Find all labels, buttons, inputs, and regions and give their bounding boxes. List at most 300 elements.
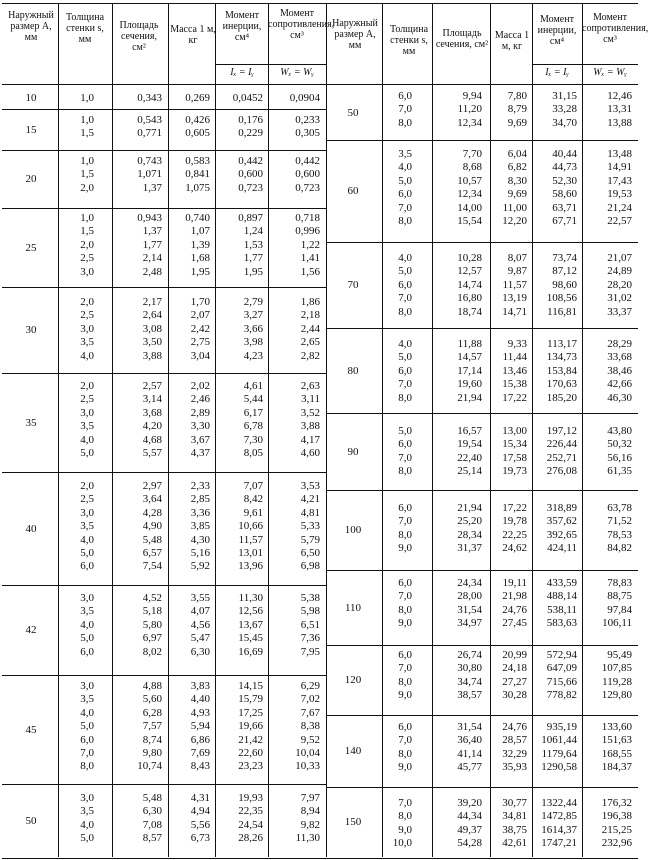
right-table-cell: 24,18 [502,662,527,675]
right-table-cell: 252,71 [546,451,577,464]
right-table-cell: 95,49 [607,649,632,661]
header-resistance-left: Момент сопротивления, см³ [268,8,335,41]
right-table-cell: 6,0 [398,502,412,514]
left-table-cell: 2,14 [142,252,162,265]
right-table-cell: 13,46 [502,364,527,377]
right-table-row [0,735,640,746]
right-table-cell: 31,02 [607,292,632,305]
left-table-cell: 1,07 [190,225,210,238]
left-table-cell: 3,0 [80,322,94,335]
left-table-cell: 5,38 [300,592,320,604]
left-group-label: 10 [25,91,37,104]
left-table-cell: 4,0 [80,818,94,831]
left-table-cell: 5,98 [300,605,320,618]
right-table-cell: 538,11 [547,603,577,616]
right-table-cell: 34,70 [552,116,577,129]
right-group-separator [326,140,638,141]
left-table-cell: 3,50 [142,336,162,349]
left-table-cell: 3,64 [142,493,162,506]
right-table-cell: 78,53 [607,528,632,541]
right-table-row [0,293,640,304]
right-table-cell: 9,94 [462,90,482,102]
right-group-label: 80 [347,364,359,377]
right-table-cell: 6,0 [398,90,412,102]
header-area-right: Площадь сечения, см² [435,28,489,50]
right-table-cell: 176,32 [601,797,632,809]
right-table-cell: 17,22 [502,502,527,514]
right-table-cell: 232,96 [601,837,632,850]
left-table-row [0,708,640,719]
right-table-cell: 7,0 [398,103,412,116]
right-table-cell: 9,33 [507,338,527,350]
left-table-cell: 3,0 [80,506,94,519]
left-group-label: 20 [25,173,37,185]
left-table-cell: 4,0 [80,433,94,446]
left-table-cell: 13,01 [238,547,263,559]
right-table-cell: 3,5 [398,148,412,160]
right-table-cell: 1614,37 [541,823,577,836]
right-table-cell: 15,34 [502,438,527,451]
right-table-row [0,216,640,227]
left-table-cell: 3,0 [80,792,94,804]
left-table-cell: 0,771 [137,127,162,140]
right-table-cell: 16,57 [457,425,482,437]
left-table-cell: 3,52 [300,406,320,419]
left-table-cell: 1,0 [80,212,94,224]
left-table-cell: 10,74 [137,760,162,773]
right-table-cell: 9,0 [398,617,412,630]
right-table-row [0,516,640,527]
right-table-cell: 9,0 [398,823,412,836]
left-table-cell: 8,38 [300,720,320,733]
left-table-cell: 1,37 [142,181,162,194]
right-table-cell: 8,07 [507,252,527,264]
header-mass-left: Масса 1 м, кг [170,24,216,46]
right-table-cell: 357,62 [546,515,577,528]
right-table-row [0,280,640,291]
left-group-label: 42 [25,624,37,636]
right-table-cell: 6,0 [398,721,412,733]
left-table-cell: 5,60 [142,693,162,706]
left-table-cell: 5,0 [80,720,94,733]
right-table-row [0,530,640,541]
right-table-cell: 19,78 [502,515,527,528]
right-table-cell: 7,0 [398,734,412,747]
right-table-cell: 32,29 [502,747,527,760]
left-table-cell: 2,0 [80,380,94,392]
right-table-cell: 58,60 [552,188,577,201]
right-group-label: 90 [347,445,359,458]
right-table-cell: 107,85 [601,662,632,675]
right-table-cell: 778,82 [546,689,577,702]
left-table-cell: 2,46 [190,393,210,406]
right-table-row [0,379,640,390]
right-table-cell: 215,25 [601,823,632,836]
right-table-cell: 45,77 [457,761,482,774]
right-table-cell: 4,0 [398,252,412,264]
left-table-cell: 6,57 [142,547,162,559]
left-table-cell: 4,93 [190,706,210,719]
left-table-cell: 0,0904 [289,92,320,104]
right-table-cell: 8,0 [398,116,412,129]
right-table-cell: 4,0 [398,338,412,350]
left-table-cell: 1,95 [190,265,210,278]
left-table-cell: 4,81 [300,506,320,519]
right-table-cell: 13,19 [502,292,527,305]
left-table-cell: 0,442 [295,155,320,167]
right-table-cell: 108,56 [546,292,577,305]
left-table-row [0,226,640,237]
left-table-cell: 0,723 [295,181,320,194]
left-table-cell: 1,39 [190,238,210,251]
right-table-cell: 10,28 [457,252,482,264]
right-table-cell: 9,0 [398,761,412,774]
left-table-cell: 3,14 [142,393,162,406]
right-table-cell: 25,20 [457,515,482,528]
left-table-cell: 1,77 [243,252,263,265]
right-table-row [0,453,640,464]
right-table-cell: 12,46 [607,90,632,102]
right-table-cell: 116,81 [547,305,577,318]
right-table-cell: 63,78 [607,502,632,514]
right-table-cell: 61,35 [607,465,632,478]
subheader-inertia-right: Iₓ = Iᵧ [545,67,569,78]
right-table-cell: 134,73 [546,351,577,364]
left-table-cell: 2,57 [142,380,162,392]
right-table-cell: 6,0 [398,278,412,291]
left-table-cell: 3,5 [80,520,94,533]
left-table-cell: 3,27 [243,309,263,322]
left-table-cell: 8,94 [300,805,320,818]
right-table-cell: 13,00 [502,425,527,437]
right-table-cell: 63,71 [552,201,577,214]
left-table-cell: 0,426 [185,114,210,126]
left-table-cell: 4,17 [300,433,320,446]
right-table-row [0,162,640,173]
left-table-cell: 13,96 [238,560,263,573]
right-table-cell: 19,60 [457,378,482,391]
left-table-cell: 5,16 [190,547,210,559]
left-table-cell: 6,51 [300,618,320,631]
left-table-cell: 5,0 [80,632,94,645]
right-table-row [0,253,640,264]
left-table-cell: 1,86 [300,296,320,308]
left-table-cell: 6,98 [300,560,320,573]
left-table-cell: 3,5 [80,420,94,433]
left-table-cell: 0,233 [295,114,320,126]
left-table-cell: 6,30 [142,805,162,818]
left-table-cell: 2,63 [300,380,320,392]
left-table-cell: 4,21 [300,493,320,506]
right-table-row [0,466,640,477]
right-table-cell: 27,27 [502,675,527,688]
right-table-cell: 17,22 [502,391,527,404]
right-table-cell: 78,83 [607,577,632,589]
left-table-cell: 3,85 [190,520,210,533]
right-table-cell: 40,44 [552,148,577,160]
left-table-cell: 4,94 [190,805,210,818]
left-table-cell: 5,56 [190,818,210,831]
left-group-label: 40 [25,522,37,535]
right-table-cell: 10,57 [457,174,482,187]
right-table-cell: 56,16 [607,451,632,464]
left-table-cell: 1,0 [80,155,94,167]
left-table-cell: 5,44 [243,393,263,406]
left-table-cell: 6,29 [300,680,320,692]
right-group-separator [326,328,638,329]
right-table-cell: 392,65 [546,528,577,541]
left-table-cell: 5,0 [80,832,94,845]
right-table-row [0,798,640,809]
left-table-cell: 28,26 [238,832,263,845]
right-table-cell: 26,74 [457,649,482,661]
right-table-cell: 38,57 [457,689,482,702]
left-table-cell: 4,0 [80,349,94,362]
left-table-cell: 4,07 [190,605,210,618]
left-table-cell: 0,723 [238,181,263,194]
right-table-cell: 8,0 [398,603,412,616]
right-group-label: 140 [344,745,362,757]
right-group-label: 70 [347,279,359,291]
right-table-cell: 6,0 [398,438,412,451]
right-table-row [0,336,640,350]
right-table-cell: 168,55 [601,747,632,760]
right-table-cell: 119,28 [602,675,632,688]
right-table-cell: 9,0 [398,689,412,702]
right-table-cell: 25,14 [457,465,482,478]
right-table-cell: 21,98 [502,590,527,603]
right-table-cell: 6,0 [398,364,412,377]
left-table-cell: 1,071 [137,168,162,181]
right-table-cell: 14,71 [502,305,527,318]
left-table-cell: 0,269 [185,92,210,104]
left-table-cell: 6,86 [190,733,210,746]
right-table-cell: 31,54 [457,721,482,733]
right-group-label: 150 [344,816,362,828]
left-table-cell: 1,53 [243,238,263,251]
right-table-cell: 14,91 [607,161,632,174]
right-table-cell: 33,28 [552,103,577,116]
left-group-label: 25 [25,241,37,254]
left-table-cell: 0,841 [185,168,210,181]
right-table-cell: 22,40 [457,451,482,464]
right-table-cell: 6,0 [398,577,412,589]
left-table-cell: 1,37 [142,225,162,238]
right-table-row [0,366,640,377]
right-table-cell: 5,0 [398,265,412,278]
left-table-cell: 3,36 [190,506,210,519]
left-table-cell: 5,48 [142,792,162,804]
right-table-cell: 24,62 [502,542,527,555]
left-table-cell: 4,56 [190,618,210,631]
left-table-cell: 8,05 [243,447,263,459]
right-table-row [0,149,640,160]
left-table-cell: 3,55 [190,592,210,604]
left-table-cell: 3,08 [142,322,162,335]
right-group-separator [326,715,638,716]
left-table-cell: 10,33 [295,760,320,773]
right-table-cell: 88,75 [607,590,632,603]
left-table-cell: 2,65 [300,336,320,349]
left-table-cell: 2,82 [300,349,320,362]
left-table-cell: 8,02 [142,645,162,658]
right-table-row [0,677,640,688]
left-table-cell: 2,48 [142,265,162,278]
left-table-cell: 7,02 [300,693,320,706]
left-table-cell: 4,40 [190,693,210,706]
right-table-cell: 42,61 [502,837,527,850]
left-table-cell: 7,69 [190,747,210,759]
left-table-cell: 0,605 [185,127,210,140]
left-table-cell: 8,0 [80,760,94,773]
left-table-cell: 4,0 [80,618,94,631]
left-table-cell: 5,94 [190,720,210,733]
right-table-cell: 433,59 [546,577,577,589]
right-table-cell: 38,75 [502,823,527,836]
right-table-cell: 97,84 [607,603,632,616]
left-table-cell: 3,0 [80,265,94,278]
left-table-cell: 1,77 [142,238,162,251]
right-table-cell: 5,0 [398,351,412,364]
right-table-row [0,203,640,214]
left-table-cell: 5,48 [142,533,162,546]
left-table-cell: 5,33 [300,520,320,533]
right-table-cell: 6,0 [398,188,412,201]
left-table-row [0,128,640,139]
left-table-cell: 2,79 [243,296,263,308]
right-table-cell: 33,37 [607,305,632,318]
right-table-cell: 14,00 [457,201,482,214]
right-table-cell: 7,80 [507,90,527,102]
right-table-cell: 6,04 [507,148,527,160]
left-table-cell: 6,0 [80,560,94,573]
left-table-cell: 3,66 [243,322,263,335]
left-table-cell: 0,583 [185,155,210,167]
right-table-cell: 87,12 [552,265,577,278]
right-table-cell: 13,31 [607,103,632,116]
right-table-cell: 9,87 [507,265,527,278]
left-table-cell: 17,25 [238,706,263,719]
left-table-cell: 3,5 [80,336,94,349]
left-table-cell: 1,5 [80,225,94,238]
left-table-cell: 4,88 [142,680,162,692]
left-table-cell: 3,67 [190,433,210,446]
left-table-cell: 1,95 [243,265,263,278]
right-table-row [0,393,640,404]
right-table-row [0,722,640,733]
left-table-cell: 2,02 [190,380,210,392]
left-table-cell: 6,50 [300,547,320,559]
right-table-cell: 34,97 [457,617,482,630]
right-table-row [0,762,640,773]
right-table-cell: 583,63 [546,617,577,630]
left-table-cell: 3,5 [80,605,94,618]
left-table-cell: 2,85 [190,493,210,506]
left-table-cell: 4,60 [300,447,320,459]
left-table-cell: 11,57 [238,533,263,546]
right-table-cell: 8,0 [398,810,412,823]
left-group-label: 50 [25,814,37,827]
left-table-cell: 3,30 [190,420,210,433]
right-table-row [0,663,640,674]
right-group-label: 100 [344,524,362,536]
left-table-cell: 8,57 [142,832,162,845]
left-table-cell: 4,52 [142,592,162,604]
left-table-cell: 2,18 [300,309,320,322]
left-table-cell: 6,17 [243,406,263,419]
left-table-cell: 0,305 [295,127,320,140]
right-table-row [0,439,640,450]
left-group-label: 30 [25,324,37,336]
right-table-cell: 12,34 [457,188,482,201]
left-table-cell: 3,5 [80,805,94,818]
left-table-cell: 21,42 [238,733,263,746]
header-inertia-left: Момент инерции, см⁴ [222,10,262,43]
left-table-cell: 1,075 [185,181,210,194]
right-table-cell: 424,11 [547,542,577,555]
right-table-cell: 12,34 [457,116,482,129]
right-table-cell: 1061,44 [541,734,577,747]
right-table-cell: 17,14 [457,364,482,377]
right-group-separator [326,645,638,646]
right-table-cell: 170,63 [546,378,577,391]
left-table-cell: 0,343 [137,92,162,104]
left-table-cell: 1,5 [80,168,94,181]
right-table-cell: 14,57 [457,351,482,364]
right-table-cell: 30,28 [502,689,527,702]
right-table-cell: 7,0 [398,662,412,675]
right-table-cell: 9,0 [398,542,412,555]
header-area-left: Площадь сечения, см² [119,20,159,53]
left-table-cell: 19,93 [238,792,263,804]
right-table-row [0,591,640,602]
right-table-cell: 12,57 [457,265,482,278]
left-table-cell: 5,92 [190,560,210,573]
left-table-cell: 5,18 [142,605,162,618]
left-table-cell: 4,90 [142,520,162,533]
left-table-cell: 0,229 [238,127,263,140]
left-table-cell: 8,42 [243,493,263,506]
right-table-cell: 8,0 [398,215,412,227]
left-table-cell: 8,43 [190,760,210,773]
right-table-cell: 71,52 [607,515,632,528]
left-table-cell: 0,176 [238,114,263,126]
right-table-cell: 8,0 [398,465,412,478]
left-table-cell: 7,57 [142,720,162,733]
right-table-cell: 46,30 [607,391,632,404]
right-table-row [0,618,640,629]
left-table-cell: 0,0452 [232,92,263,104]
right-table-cell: 15,38 [502,378,527,391]
right-table-cell: 10,0 [392,837,412,850]
left-table-cell: 3,68 [142,406,162,419]
right-table-cell: 318,89 [546,502,577,514]
right-table-cell: 185,20 [546,391,577,404]
left-table-cell: 7,54 [142,560,162,573]
left-group-label: 35 [25,416,37,429]
left-table-cell: 0,543 [137,114,162,126]
left-table-cell: 5,0 [80,547,94,559]
left-table-cell: 2,42 [190,322,210,335]
right-table-cell: 44,34 [457,810,482,823]
right-table-cell: 6,82 [507,161,527,174]
left-table-cell: 15,45 [238,632,263,645]
right-table-cell: 5,0 [398,425,412,437]
header-mass-right: Масса 1 м, кг [494,30,530,52]
right-table-row [0,543,640,554]
right-table-cell: 19,73 [502,465,527,478]
right-table-cell: 41,14 [457,747,482,760]
